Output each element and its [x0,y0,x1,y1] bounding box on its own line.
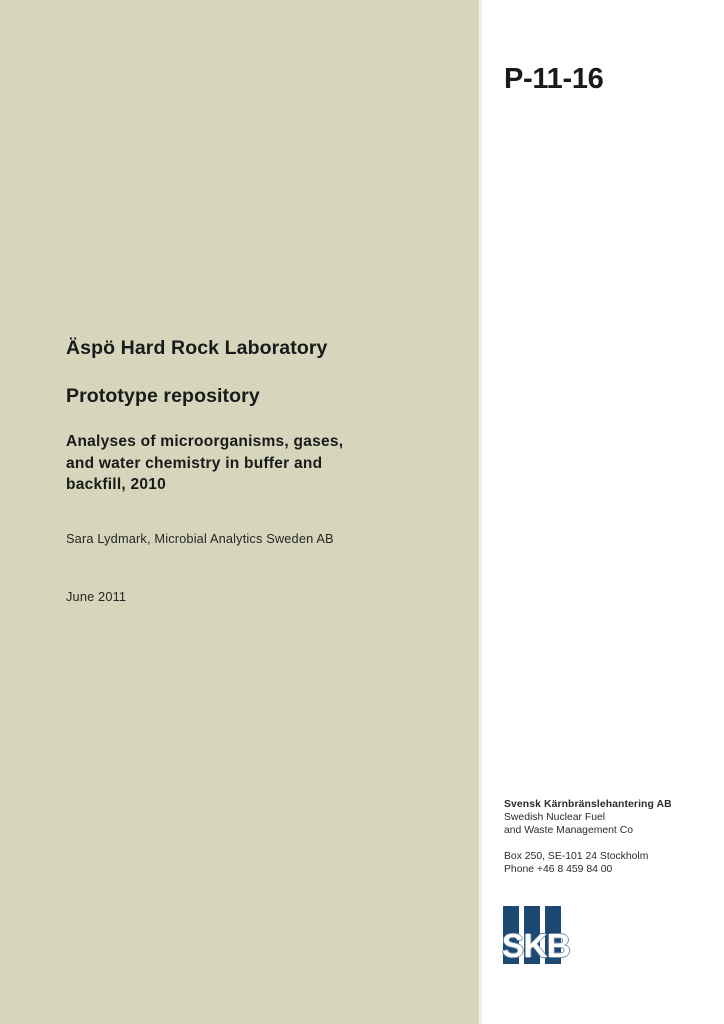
publisher-block [504,798,704,876]
publisher-address-line-1: Box 250, SE-101 24 Stockholm [504,850,649,862]
panel-edge-highlight [479,0,482,1024]
site-title: Äspö Hard Rock Laboratory [66,337,328,359]
subtitle-line-2: and water chemistry in buffer and [66,454,323,472]
author-line: Sara Lydmark, Microbial Analytics Sweden AB [66,531,334,546]
publisher-name: Svensk Kärnbränslehantering AB [504,799,672,810]
publisher-address [504,850,704,876]
title-block [66,336,456,496]
publisher-description-line-2: and Waste Management Co [504,825,633,837]
subtitle-line-3: backfill, 2010 [66,476,167,493]
subtitle-line-1: Analyses of microorganisms, gases, [66,433,344,450]
report-number: P-11-16 [504,63,604,95]
publication-date: June 2011 [66,589,127,604]
document-title: Prototype repository [66,385,260,407]
document-subtitle [66,431,456,496]
skb-logo-icon [502,906,571,964]
publisher-phone-line: Phone +46 8 459 84 00 [504,863,613,875]
logo-wordmark: SKB [502,927,571,964]
publisher-description-line-1: Swedish Nuclear Fuel [504,812,606,824]
